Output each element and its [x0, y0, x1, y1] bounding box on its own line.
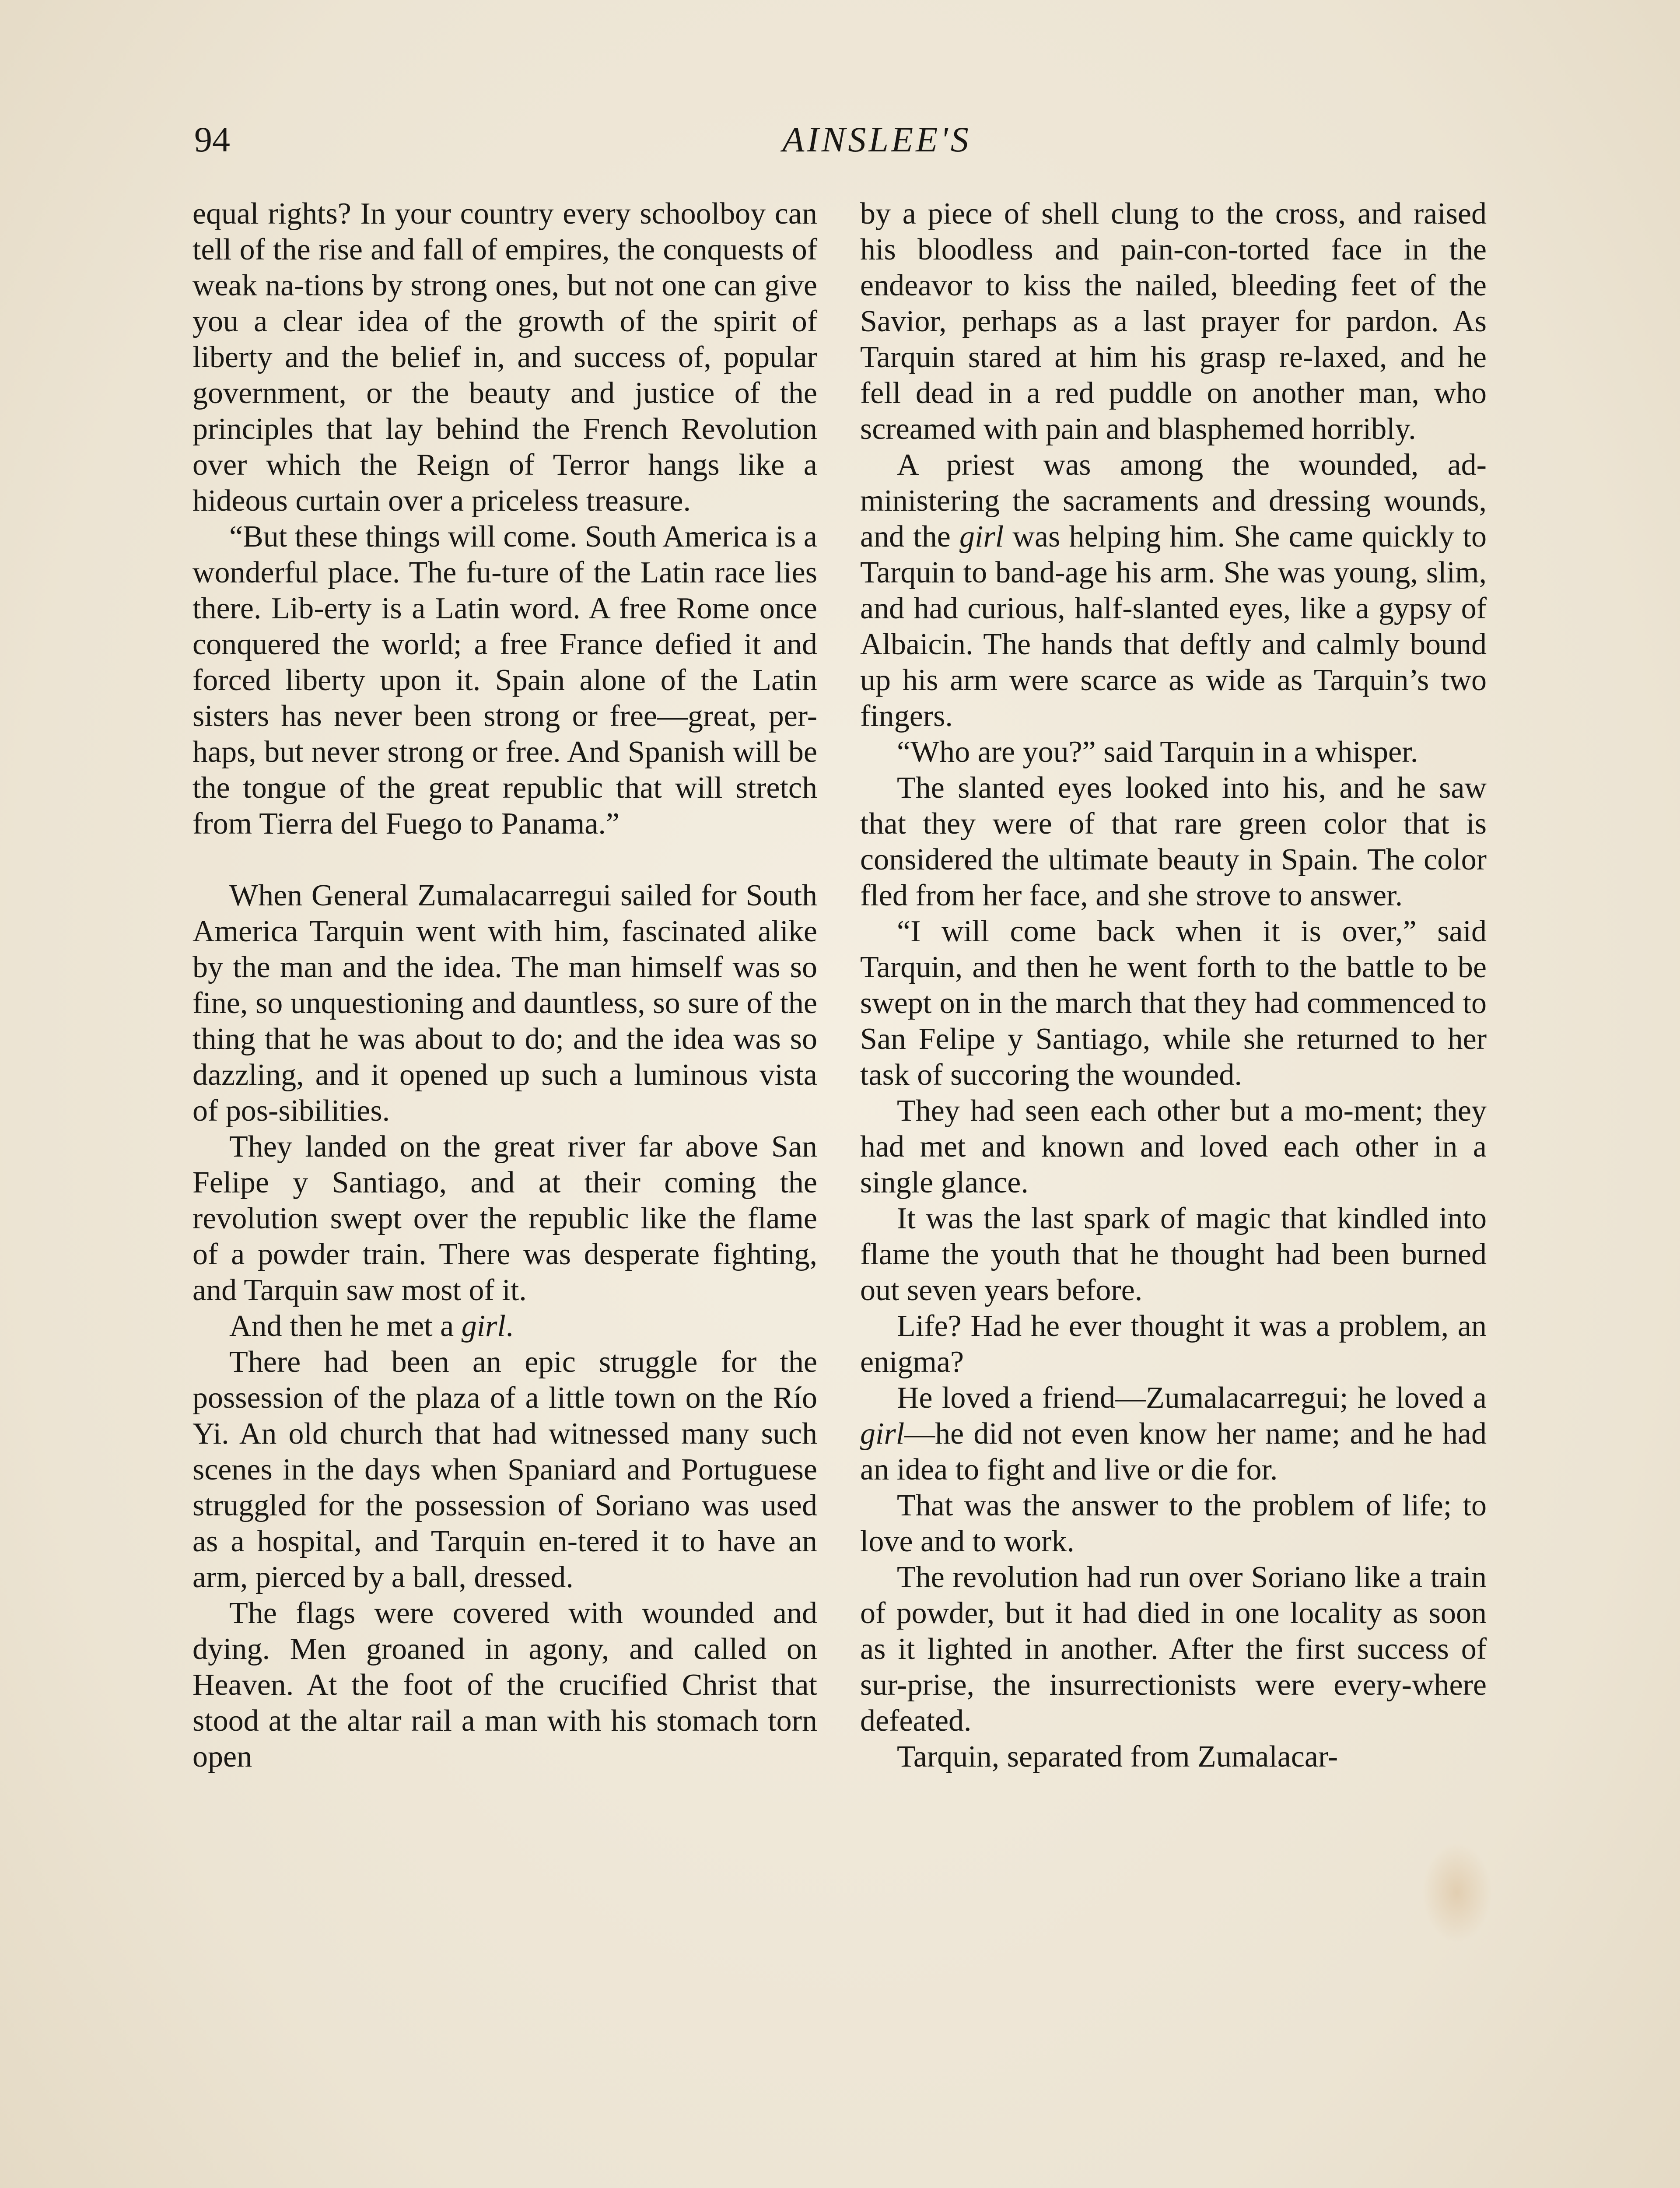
paragraph: Life? Had he ever thought it was a problem, an enigma? — [860, 1309, 1487, 1379]
paragraph: That was the answer to the problem of life; to love and to work. — [860, 1489, 1487, 1558]
paragraph: by a piece of shell clung to the cross, and raised his bloodless and pain-con-torted face in the endeavor to kiss the nailed, bleeding feet of the Savior, perhaps as a last prayer for pardon. As Tarquin stared at him his grasp re-laxed, and he fell dead in a red puddle on another man, who screamed with pain and blasphemed horribly. — [860, 197, 1487, 446]
text-run: He loved a friend—Zumalacarregui; he loved a — [897, 1381, 1487, 1415]
paragraph: Tarquin, separated from Zumalacar- — [897, 1740, 1338, 1774]
left-column — [192, 196, 817, 1775]
page-header — [194, 119, 1507, 167]
paragraph: It was the last spark of magic that kindled into flame the youth that he thought had been burned out seven years before. — [860, 1202, 1487, 1307]
paragraph: The slanted eyes looked into his, and he saw that they were of that rare green color that is considered the ultimate beauty in Spain. The color fled from her face, and she strove to answer. — [860, 771, 1487, 912]
italic-word: girl — [860, 1417, 905, 1451]
paragraph: equal rights? In your country every schoolboy can tell of the rise and fall of empires, the conquests of weak na-tions by strong ones, but not one can give you a clear idea of the growth of the spirit of liberty and the belief in, and success of, popular government, or the beauty and justice of the principles that lay behind the French Revolution over which the Reign of Terror hangs like a hideous curtain over a priceless treasure. — [192, 197, 817, 518]
italic-word: girl — [461, 1309, 506, 1343]
paragraph: The revolution had run over Soriano like a train of powder, but it had died in one locality as soon as it lighted in another. After the first success of sur-prise, the insurrectionists were every-where defeated. — [860, 1560, 1487, 1738]
text-run: . — [505, 1309, 514, 1343]
running-title: AINSLEE'S — [782, 119, 971, 159]
text-run: A priest was among the wounded, ad-ministering the sacraments and dressing wounds, and the — [860, 448, 1487, 554]
paragraph: “But these things will come. South America is a wonderful place. The fu-ture of the Latin race lies there. Lib-erty is a Latin word. A free Rome once conquered the world; a free France defied it and forced liberty upon it. Spain alone of the Latin sisters has never been strong or free—great, per-haps, but never strong or free. And Spanish will be the tongue of the great republic that will stretch from Tierra del Fuego to Panama.” — [192, 520, 817, 841]
text-run: was helping him. She came quickly to Tarquin to band-age his arm. She was young, slim, and had curious, half-slanted eyes, like a gypsy of Albaicin. The hands that deftly and calmly bound up his arm were scarce as wide as Tarquin’s two fingers. — [860, 520, 1487, 733]
paragraph: When General Zumalacarregui sailed for South America Tarquin went with him, fascinated alike by the man and the idea. The man himself was so fine, so unquestioning and dauntless, so sure of the thing that he was about to do; and the idea was so dazzling, and it opened up such a luminous vista of pos-sibilities. — [192, 879, 817, 1128]
right-column — [860, 196, 1487, 1775]
paragraph — [860, 1380, 1487, 1488]
paragraph: There had been an epic struggle for the possession of the plaza of a little town on the Río Yi. An old church that had witnessed many such scenes in the days when Spaniard and Portuguese struggled for the possession of Soriano was used as a hospital, and Tarquin en-tered it to have an arm, pierced by a ball, dressed. — [192, 1345, 817, 1594]
italic-word: girl — [959, 520, 1004, 554]
paragraph: “Who are you?” said Tarquin in a whisper. — [897, 735, 1418, 769]
paragraph — [192, 1308, 817, 1344]
text-run: —he did not even know her name; and he had an idea to fight and live or die for. — [860, 1417, 1487, 1487]
paragraph: “I will come back when it is over,” said Tarquin, and then he went forth to the battle to be swept on in the march that they had commenced to San Felipe y Santiago, while she returned to her task of succoring the wounded. — [860, 915, 1487, 1092]
text-run: And then he met a — [229, 1309, 462, 1343]
page-number: 94 — [194, 119, 230, 159]
paragraph: They landed on the great river far above San Felipe y Santiago, and at their coming the revolution swept over the republic like the flame of a powder train. There was desperate fighting, and Tarquin saw most of it. — [192, 1130, 817, 1307]
paragraph — [860, 447, 1487, 734]
paragraph: They had seen each other but a mo-ment; they had met and known and loved each other in a single glance. — [860, 1094, 1487, 1199]
paragraph: The flags were covered with wounded and dying. Men groaned in agony, and called on Heaven. At the foot of the crucified Christ that stood at the altar rail a man with his stomach torn open — [192, 1596, 817, 1774]
paper-stain — [1422, 1842, 1492, 1943]
